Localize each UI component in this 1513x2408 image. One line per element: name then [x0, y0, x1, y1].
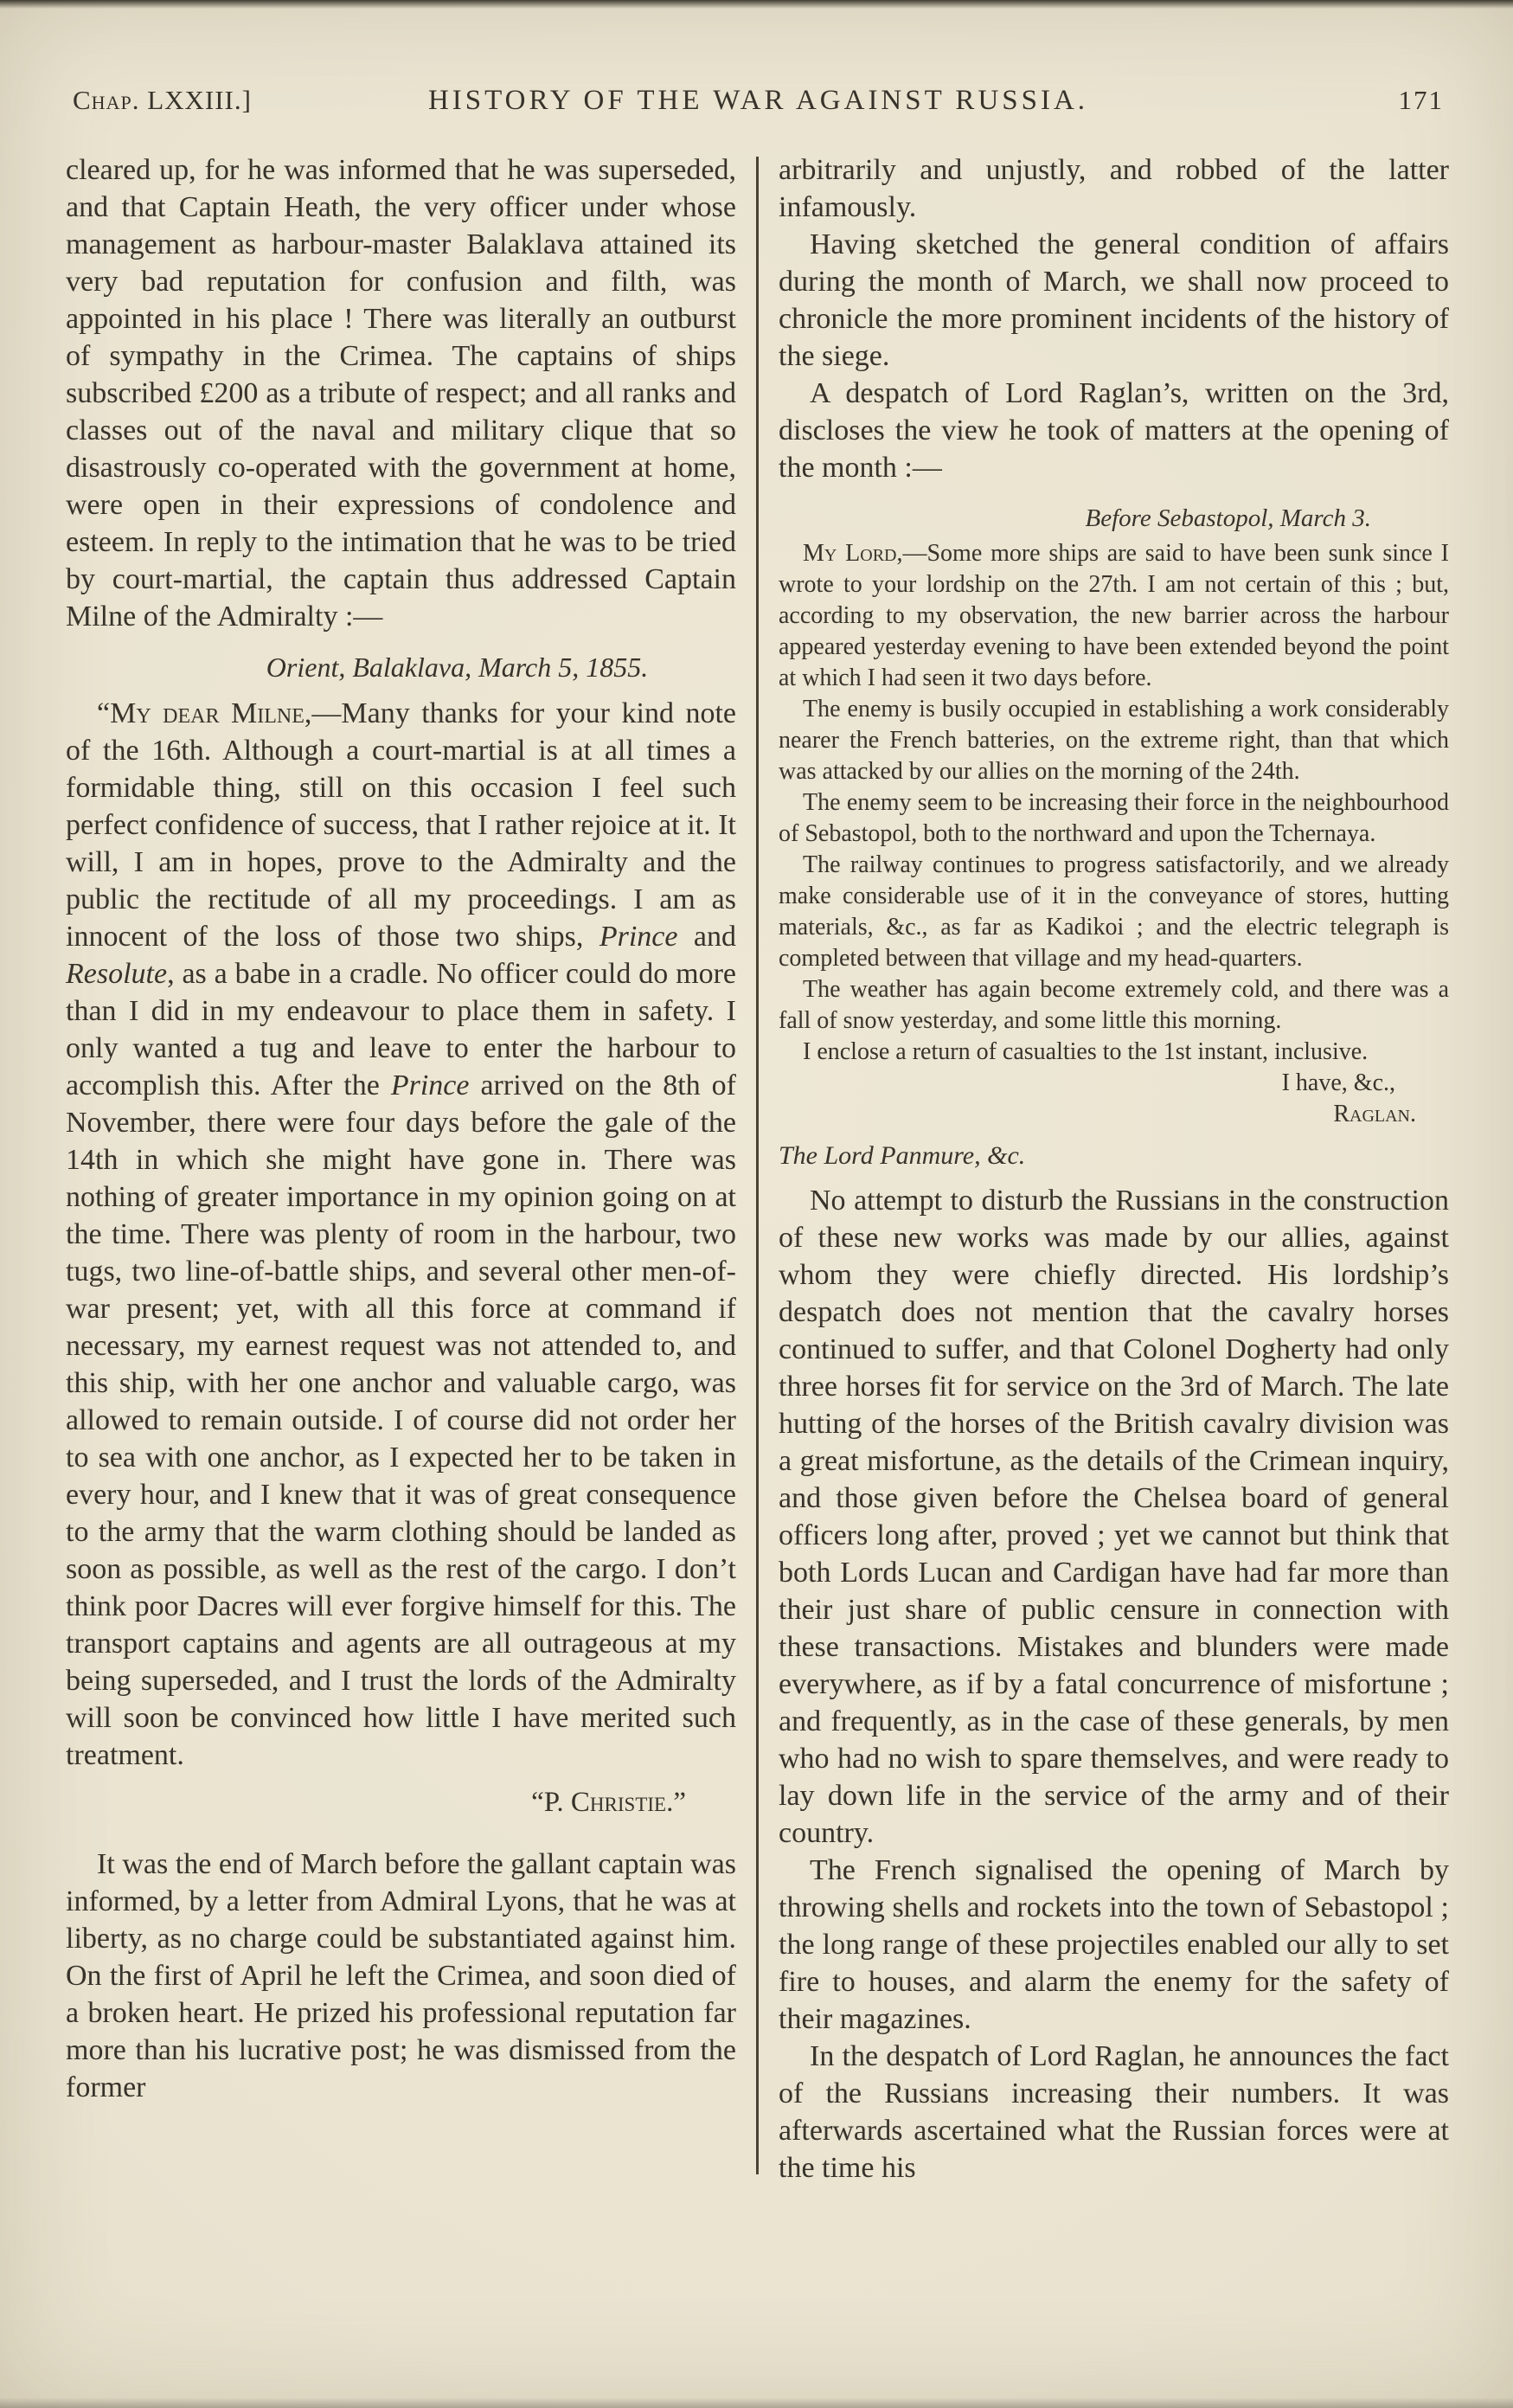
letter-text-2: , as a babe in a cradle. No officer could do more than I did in my endeavour to place them in safety. I only wanted a tug and leave to enter the harbour to accomplish this. After the: [66, 958, 736, 1101]
body-paragraph: Having sketched the general condition of affairs during the month of March, we shall now proceed to chronicle the more prominent incidents of the history of the siege.: [779, 228, 1449, 372]
chapter-heading: Chap. LXXIII.]: [73, 85, 252, 115]
left-column: [66, 151, 736, 2186]
despatch-signature: Raglan.: [1333, 1101, 1416, 1127]
body-paragraph: It was the end of March before the gallant captain was informed, by a letter from Admiral Lyons, that he was at liberty, as no charge could be substantiated against him. On the first of April he left the Crimea, and soon died of a broken heart. He prized his professional reputation far more than his lucrative post; he was dismissed from the former: [66, 1848, 736, 2103]
letter-dateline: Orient, Balaklava, March 5, 1855.: [266, 652, 649, 683]
text-columns: [0, 117, 1513, 2186]
body-paragraph: The French signalised the opening of March by throwing shells and rockets into the town of Sebastopol ; the long range of these projectiles enabled our ally to set fire to houses, and alarm the enemy for the safety of their magazines.: [779, 1854, 1449, 2035]
letter-signature: “P. Christie.”: [531, 1787, 686, 1818]
letter-text-conj: and: [677, 921, 737, 953]
despatch-valediction: I have, &c.,: [1281, 1069, 1395, 1096]
running-title: HISTORY OF THE WAR AGAINST RUSSIA.: [427, 85, 1089, 116]
continuation-paragraph: arbitrarily and unjustly, and robbed of the latter infamously.: [779, 154, 1449, 223]
despatch-dateline: Before Sebastopol, March 3.: [1085, 504, 1371, 532]
despatch-intro-paragraph: A despatch of Lord Raglan’s, written on the 3rd, discloses the view he took of matters at the opening of the month :—: [779, 377, 1449, 484]
body-paragraph: In the despatch of Lord Raglan, he announces the fact of the Russians increasing their numbers. It was afterwards ascertained what the Russian forces were at the time his: [779, 2040, 1449, 2184]
continuation-paragraph: cleared up, for he was informed that he was superseded, and that Captain Heath, the very officer under whose management as harbour-master Balaklava attained its very bad reputation for confusion and filth, was appointed in his place ! There was literally an outburst of sympathy in the Crimea. The captains of ships subscribed £200 as a tribute of respect; and all ranks and classes out of the naval and military clique that so disastrously co-operated with the government at home, were open in their expressions of condolence and esteem. In reply to the intimation that he was to be tried by court-martial, the captain thus addressed Captain Milne of the Admiralty :—: [66, 154, 736, 633]
despatch-salutation: My Lord: [803, 540, 897, 567]
letter-salutation: “My dear Milne: [97, 697, 305, 729]
despatch-addressee: The Lord Panmure, &c.: [779, 1141, 1026, 1170]
despatch-paragraph: The weather has again become extremely cold, and there was a fall of snow yesterday, and some little this morning.: [779, 976, 1449, 1034]
despatch-enclosure-text: I enclose a return of casualties to the 1st instant, inclusive.: [803, 1038, 1369, 1065]
body-paragraph: No attempt to disturb the Russians in the construction of these new works was made by our allies, against whom they were chiefly directed. His lordship’s despatch does not mention that the cavalry horses continued to suffer, and that Colonel Dogherty had only three horses fit for service on the 3rd of March. The late hutting of the horses of the British cavalry division was a great misfortune, as the details of the Crimean inquiry, and those given before the Chelsea board of general officers long after, proved ; yet we cannot but think that both Lords Lucan and Cardigan have had far more than their just share of public censure in connection with these transactions. Mistakes and blunders were made everywhere, as if by a fatal concurrence of misfortune ; and frequently, as in the case of these generals, by men who had no wish to spare themselves, and were ready to lay down life in the service of the army and of their country.: [779, 1185, 1449, 1849]
ship-name-prince: Prince: [599, 921, 678, 953]
page-number: 171: [1398, 85, 1444, 115]
letter-text-3: arrived on the 8th of November, there were four days before the gale of the 14th in which she might have gone in. There was nothing of greater importance in my opinion going on at the time. There was plenty of room in the harbour, two tugs, two line-of-battle ships, and several other men-of-war present; yet, with all this force at command if necessary, my earnest request was not attended to, and this ship, with her one anchor and valuable cargo, was allowed to remain outside. I of course did not order her to sea with one anchor, as I expected her to be taken in every hour, and I knew that it was of great consequence to the army that the warm clothing should be landed as soon as possible, as well as the rest of the cargo. I don’t think poor Dacres will ever forgive himself for this. The transport captains and agents are all outrageous at my being superseded, and I trust the lords of the Admiralty will soon be convinced how little I have merited such treatment.: [66, 1069, 736, 1771]
despatch-text-1: ,—Some more ships are said to have been sunk since I wrote to your lordship on the 27th. I am not certain of this ; but, according to my observation, the new barrier across the harbour appeared yesterday evening to have been extended beyond the point at which I had seen it two days before.: [779, 540, 1449, 691]
ship-name-prince-2: Prince: [390, 1069, 470, 1101]
letter-body: [66, 695, 736, 1774]
column-rule: [756, 157, 759, 2174]
letter-text-1: ,—Many thanks for your kind note of the 16th. Although a court-martial is at all times a formidable thing, still on this occasion I feel such perfect confidence of success, that I rather rejoice at it. It will, I am in hopes, prove to the Admiralty and the public the rectitude of all my proceedings. I am as innocent of the loss of those two ships,: [66, 697, 736, 953]
page-header: [0, 0, 1513, 117]
despatch-paragraph: [779, 538, 1449, 694]
despatch-closing: [779, 1037, 1449, 1099]
despatch-paragraph: The railway continues to progress satisfactorily, and we already make considerable use of it in the conveyance of stores, hutting materials, &c., as far as Kadikoi ; and the electric telegraph is completed between that village and my head-quarters.: [779, 851, 1449, 972]
despatch-paragraph: The enemy seem to be increasing their force in the neighbourhood of Sebastopol, both to the northward and upon the Tchernaya.: [779, 789, 1449, 847]
despatch-paragraph: The enemy is busily occupied in establishing a work considerably nearer the French batteries, on the extreme right, than that which was attacked by our allies on the morning of the 24th.: [779, 696, 1449, 785]
right-column: [779, 151, 1449, 2186]
ship-name-resolute: Resolute: [66, 958, 168, 990]
